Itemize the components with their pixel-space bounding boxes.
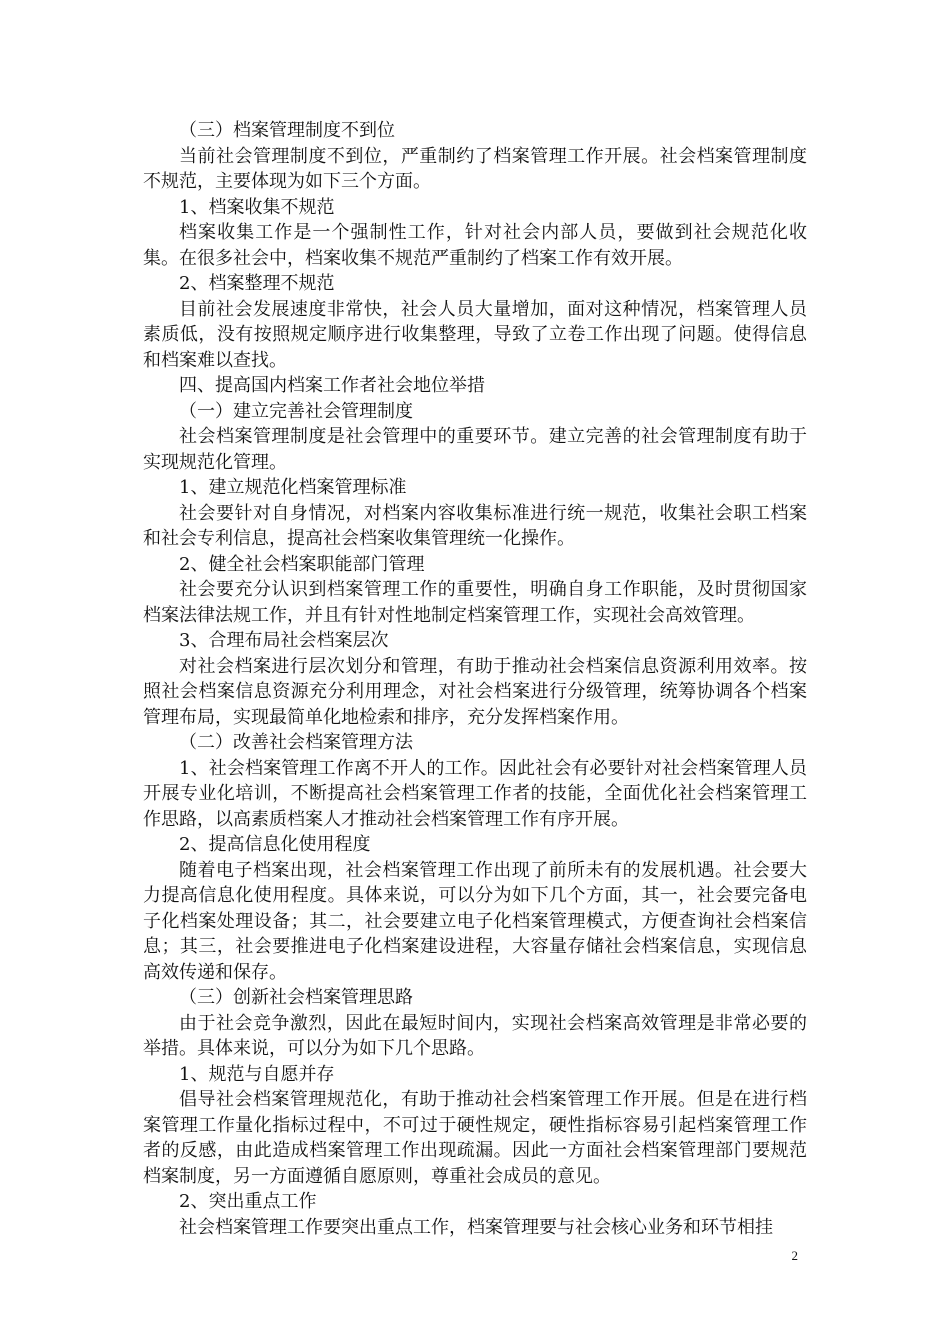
heading-2-arrangement: 2、档案整理不规范 [179,273,335,294]
heading-1-voluntary: 1、规范与自愿并存 [179,1063,335,1085]
para-system-intro: 当前社会管理制度不到位，严重制约了档案管理工作开展。社会档案管理制度不规范，主要体现为如下三个方面。 [143,145,807,192]
heading-3-archive-system: （三）档案管理制度不到位 [179,120,395,141]
para-establish-system: 社会档案管理制度是社会管理中的重要环节。建立完善的社会管理制度有助于实现规范化管理。 [143,426,807,473]
heading-1-establish-system: （一）建立完善社会管理制度 [179,400,413,422]
body-text [143,118,807,1240]
para-innovation: 由于社会竞争激烈，因此在最短时间内，实现社会档案高效管理是非常必要的举措。具体来说，可以分为如下几个思路。 [143,1012,807,1059]
heading-3-innovation: （三）创新社会档案管理思路 [179,987,413,1008]
para-methods-1: 1、社会档案管理工作离不开人的工作。因此社会有必要针对社会档案管理人员开展专业化培训，不断提高社会档案管理工作者的技能，全面优化社会档案管理工作思路，以高素质档案人才推动社会档案管理工作有序开展。 [143,757,807,830]
para-voluntary: 倡导社会档案管理规范化，有助于推动社会档案管理工作开展。但是在进行档案管理工作量化指标过程中，不可过于硬性规定，硬性指标容易引起档案管理工作者的反感，由此造成档案管理工作出现疏漏。因此一方面社会档案管理部门要规范档案制度，另一方面遵循自愿原则，尊重社会成员的意见。 [143,1089,807,1187]
heading-1-collection: 1、档案收集不规范 [179,196,335,218]
heading-2-department: 2、健全社会档案职能部门管理 [179,553,425,575]
para-arrangement: 目前社会发展速度非常快，社会人员大量增加，面对这种情况，档案管理人员素质低，没有按照规定顺序进行收集整理，导致了立卷工作出现了问题。使得信息和档案难以查找。 [143,298,807,371]
heading-section-4: 四、提高国内档案工作者社会地位举措 [179,375,485,396]
para-department: 社会要充分认识到档案管理工作的重要性，明确自身工作职能，及时贯彻国家档案法律法规工作，并且有针对性地制定档案管理工作，实现社会高效管理。 [143,579,807,626]
heading-2-informatization: 2、提高信息化使用程度 [179,834,371,855]
heading-2-methods: （二）改善社会档案管理方法 [179,732,413,753]
page-number: 2 [791,1248,798,1263]
para-informatization: 随着电子档案出现，社会档案管理工作出现了前所未有的发展机遇。社会要大力提高信息化使用程度。具体来说，可以分为如下几个方面，其一，社会要完备电子化档案处理设备；其二，社会要建立电子化档案管理模式，方便查询社会档案信息；其三，社会要推进电子化档案建设进程，大容量存储社会档案信息，实现信息高效传递和保存。 [143,859,807,983]
heading-2-key-work: 2、突出重点工作 [179,1191,317,1212]
para-collection: 档案收集工作是一个强制性工作，针对社会内部人员，要做到社会规范化收集。在很多社会中，档案收集不规范严重制约了档案工作有效开展。 [143,222,807,269]
para-standard: 社会要针对自身情况，对档案内容收集标准进行统一规范，收集社会职工档案和社会专利信息，提高社会档案收集管理统一化操作。 [143,502,807,549]
para-key-work: 社会档案管理工作要突出重点工作，档案管理要与社会核心业务和环节相挂 [179,1216,773,1238]
heading-3-layout: 3、合理布局社会档案层次 [179,630,389,651]
heading-1-standard: 1、建立规范化档案管理标准 [179,477,407,498]
para-layout: 对社会档案进行层次划分和管理，有助于推动社会档案信息资源利用效率。按照社会档案信息资源充分利用理念，对社会档案进行分级管理，统筹协调各个档案管理布局，实现最简单化地检索和排序，充分发挥档案作用。 [143,655,807,728]
